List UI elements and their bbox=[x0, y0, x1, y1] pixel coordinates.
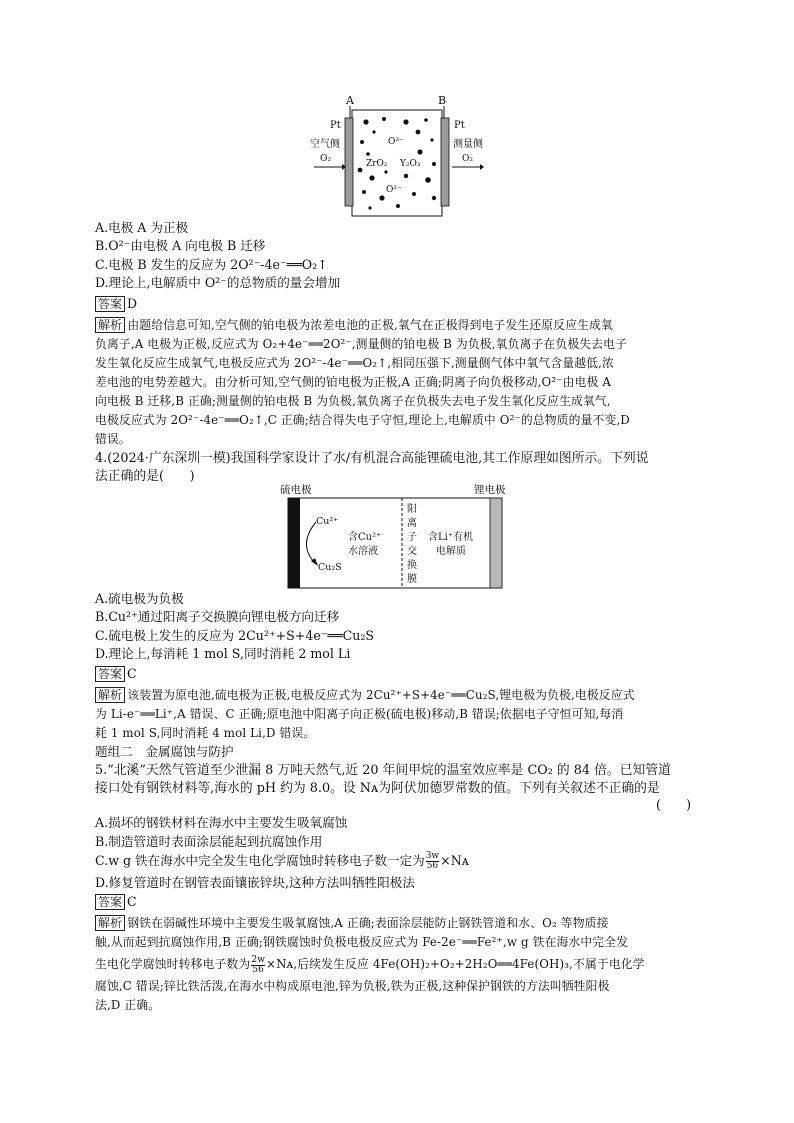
cu2plus-label: Cu²⁺ bbox=[316, 516, 339, 527]
cu2s-label: Cu₂S bbox=[318, 562, 342, 573]
q5-answer bbox=[95, 893, 137, 911]
q5-option-c-tail: ×Nᴀ bbox=[440, 853, 469, 868]
q4-answer-value: C bbox=[127, 666, 137, 681]
q4-stem-2: 法正确的是( ) bbox=[95, 469, 195, 484]
q5-explanation-5: 法,D 正确。 bbox=[95, 998, 161, 1012]
q5-stem-1: 5.“北溪”天然气管道至少泄漏 8 万吨天然气,近 20 年间甲烷的温室效应率是 CO₂ 的 84 倍。已知管道 bbox=[95, 763, 671, 778]
pt-electrode-left bbox=[345, 118, 353, 206]
organic-label-2: 电解质 bbox=[436, 546, 466, 557]
q4-answer bbox=[95, 665, 137, 683]
y2o3-label: Y₂O₃ bbox=[400, 159, 421, 169]
measure-side-label: 测量侧 bbox=[453, 139, 483, 150]
q3-explanation-4: 差电池的电势差越大。由分析可知,空气侧的铂电极为正极,A 正确;阴离子向负极移动,O²⁻由电极 A bbox=[95, 375, 612, 389]
oxide-ion-label-top: O²⁻ bbox=[388, 137, 404, 147]
pt-electrode-right bbox=[441, 118, 449, 206]
q4-stem-1: 4.(2024·广东深圳一模)我国科学家设计了水/有机混合高能锂硫电池,其工作原理如图所示。下列说 bbox=[95, 451, 649, 466]
sulfur-electrode-label: 硫电极 bbox=[280, 484, 312, 496]
q5-stem-2: 接口处有钢铁材料等,海水的 pH 约为 8.0。设 Nᴀ为阿伏加德罗常数的值。下列有关叙述不正确的是 bbox=[95, 781, 660, 796]
membrane-char-1: 阳 bbox=[407, 504, 417, 515]
air-side-label: 空气侧 bbox=[310, 139, 340, 150]
q5-answer-value: C bbox=[127, 894, 137, 909]
q5-explanation-3: 生电化学腐蚀时转移电子数为 $\frac{2w}{56}$ ×Nᴀ,后续发生反应 4Fe(OH)₂+O₂+2H₂O══4Fe(OH)₃,不属于电化学 bbox=[95, 954, 645, 975]
membrane-char-3: 子 bbox=[407, 532, 417, 543]
q5-explanation-4: 腐蚀,C 错误;锌比铁活泼,在海水中构成原电池,锌为负极,铁为正极,这种保护钢铁的方法叫牺牲阳极 bbox=[95, 979, 610, 993]
q4-explanation-3: 耗 1 mol S,同时消耗 4 mol Li,D 错误。 bbox=[95, 726, 316, 740]
q3-explanation-1 bbox=[95, 316, 613, 334]
fraction: $\frac{2w}{56}$ bbox=[251, 954, 266, 975]
aqueous-label-2: 水溶液 bbox=[348, 546, 378, 557]
q5-option-d: D.修复管道时在钢管表面镶嵌锌块,这种方法叫牺牲阳极法 bbox=[95, 875, 415, 890]
q5-blank: ( ) bbox=[656, 797, 692, 812]
q5-option-c-text: C.w g 铁在海水中完全发生电化学腐蚀时转移电子数一定为 bbox=[95, 853, 425, 868]
q3-explanation-3: 发生氧化反应生成氧气,电极反应式为 2O²⁻-4e⁻══O₂↑,相同压强下,测量侧气体中氧气含量越低,浓 bbox=[95, 356, 614, 370]
explanation-label: 解析 bbox=[95, 317, 125, 333]
q3-explanation-2: 负离子,A 电极为正极,反应式为 O₂+4e⁻══2O²⁻,测量侧的铂电极 B 为负极,氧负离子在负极失去电子 bbox=[95, 337, 628, 351]
membrane-char-6: 膜 bbox=[407, 574, 417, 585]
q3-explanation-7: 错误。 bbox=[95, 432, 131, 446]
pt-left-label: Pt bbox=[330, 120, 341, 131]
q5-explanation-2: 触,从而起到抗腐蚀作用,B 正确;钢铁腐蚀时负极电极反应式为 Fe-2e⁻══Fe²⁺,w g 铁在海水中完全发 bbox=[95, 935, 629, 949]
q5-option-b: B.制造管道时表面涂层能起到抗腐蚀作用 bbox=[95, 834, 323, 849]
q3-option-b: B.O²⁻由电极 A 向电极 B 迁移 bbox=[95, 238, 266, 253]
answer-label: 答案 bbox=[95, 296, 125, 312]
oxide-ion-label-bottom: O²⁻ bbox=[386, 185, 402, 195]
cell-box bbox=[288, 498, 502, 588]
aqueous-label-1: 含Cu²⁺ bbox=[348, 532, 382, 543]
q3-answer bbox=[95, 295, 137, 313]
fraction: $\frac{3w}{56}$ bbox=[425, 851, 440, 871]
q4-option-b: B.Cu²⁺通过阳离子交换膜向锂电极方向迁移 bbox=[95, 609, 340, 624]
explanation-label: 解析 bbox=[95, 687, 125, 703]
answer-label: 答案 bbox=[95, 666, 125, 682]
answer-label: 答案 bbox=[95, 894, 125, 910]
q4-option-d: D.理论上,每消耗 1 mol S,同时消耗 2 mol Li bbox=[95, 646, 351, 661]
membrane-char-2: 离 bbox=[407, 518, 417, 529]
q5-option-a: A.损坏的钢铁材料在海水中主要发生吸氧腐蚀 bbox=[95, 815, 348, 830]
q3-option-c: C.电极 B 发生的反应为 2O²⁻-4e⁻══O₂↑ bbox=[95, 257, 328, 272]
membrane-char-4: 交 bbox=[407, 546, 417, 557]
explanation-label: 解析 bbox=[95, 915, 125, 931]
electrode-a-label: A bbox=[346, 94, 354, 107]
lithium-electrode-label: 锂电极 bbox=[474, 484, 506, 496]
q3-explanation-5: 向电极 B 迁移,B 正确;测量侧的铂电极 B 为负极,氧负离子在负极失去电子发生氧化反应生成氧气, bbox=[95, 394, 611, 408]
membrane-char-5: 换 bbox=[407, 560, 417, 571]
zro2-label: ZrO₂ bbox=[366, 159, 388, 169]
q5-exp-text-1: 钢铁在弱碱性环境中主要发生吸氧腐蚀,A 正确;表面涂层能防止钢铁管道和水、O₂ 等物质接 bbox=[127, 916, 609, 930]
lithium-electrode bbox=[490, 498, 502, 588]
q4-explanation-1 bbox=[95, 686, 635, 704]
q4-option-a: A.硫电极为负极 bbox=[95, 591, 184, 606]
q3-exp-text-1: 由题给信息可知,空气侧的铂电极为浓差电池的正极,氧气在正极得到电子发生还原反应生成氧 bbox=[127, 318, 613, 332]
q4-explanation-2: 为 Li-e⁻══Li⁺,A 错误、C 正确;原电池中阳离子向正极(硫电极)移动,B 错误;依据电子守恒可知,每消 bbox=[95, 707, 624, 721]
topic-heading: 题组二 金属腐蚀与防护 bbox=[95, 744, 234, 759]
pt-right-label: Pt bbox=[454, 120, 465, 131]
figure-oxygen-concentration-cell bbox=[310, 92, 510, 220]
electrode-b-label: B bbox=[438, 94, 447, 107]
o2-in-label: O₂ bbox=[320, 154, 331, 164]
q3-explanation-6: 电极反应式为 2O²⁻-4e⁻══O₂↑,C 正确;结合得失电子守恒,理论上,电解质中 O²⁻的总物质的量不变,D bbox=[95, 413, 630, 427]
q5-explanation-1 bbox=[95, 914, 609, 932]
q4-exp-text-1: 该装置为原电池,硫电极为正极,电极反应式为 2Cu²⁺+S+4e⁻══Cu₂S,锂电极为负极,电极反应式 bbox=[127, 688, 635, 702]
organic-label-1: 含Li⁺有机 bbox=[428, 532, 474, 543]
q3-option-d: D.理论上,电解质中 O²⁻的总物质的量会增加 bbox=[95, 275, 341, 290]
q3-answer-value: D bbox=[127, 296, 138, 311]
sulfur-electrode bbox=[288, 498, 300, 588]
q5-option-c bbox=[95, 852, 469, 871]
o2-out-label: O₂ bbox=[462, 154, 473, 164]
q3-option-a: A.电极 A 为正极 bbox=[95, 220, 189, 235]
figure-lithium-sulfur-battery bbox=[270, 482, 530, 590]
q4-option-c: C.硫电极上发生的反应为 2Cu²⁺+S+4e⁻══Cu₂S bbox=[95, 628, 375, 643]
